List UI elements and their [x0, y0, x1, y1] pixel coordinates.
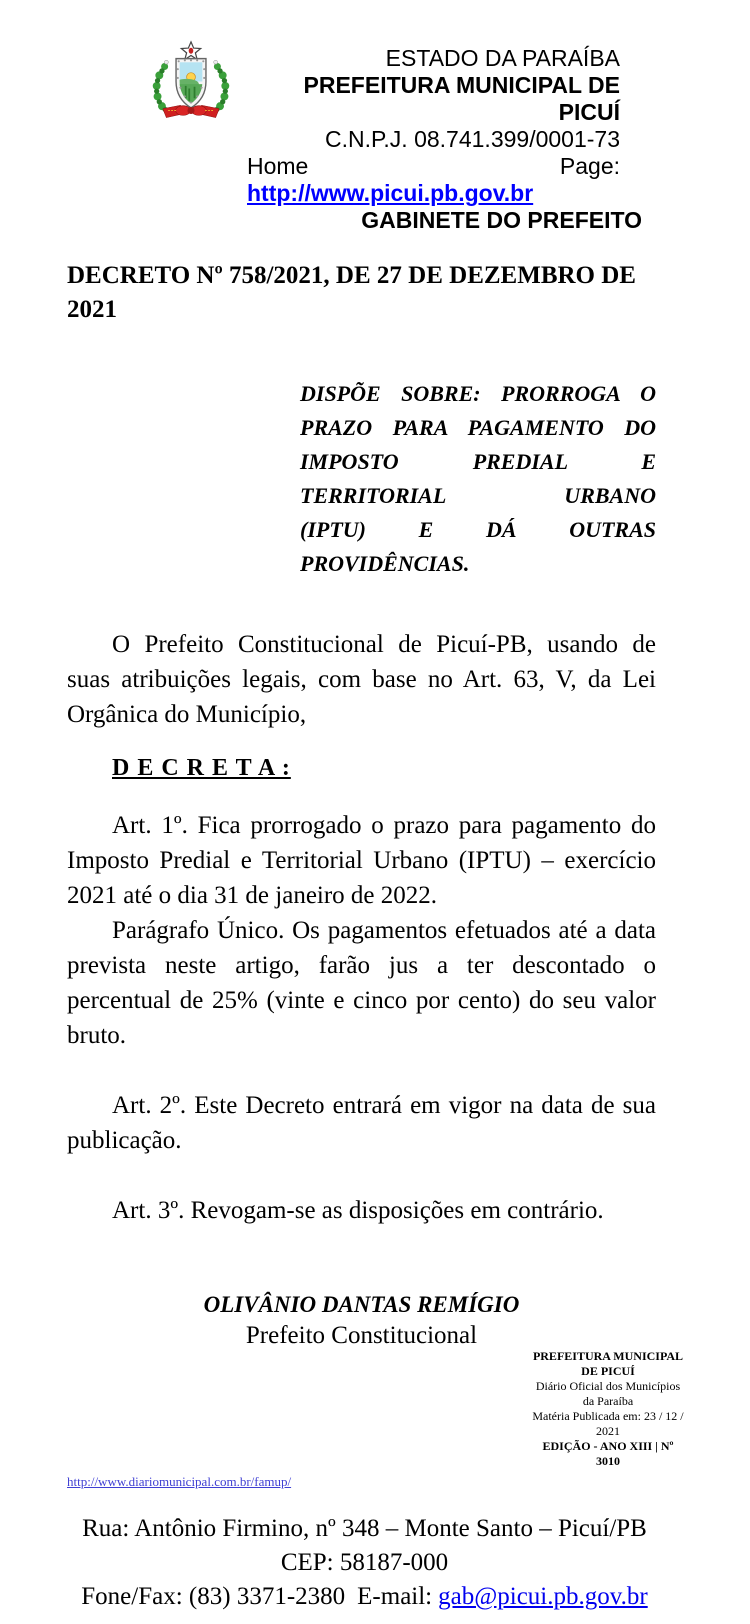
- article-2: Art. 2º. Este Decreto entrará em vigor na data de sua publicação.: [67, 1092, 656, 1154]
- intro-paragraph: O Prefeito Constitucional de Picuí-PB, usando de suas atribuições legais, com base no Art. 63, V, da Lei Orgânica do Município,: [67, 631, 656, 728]
- stamp-journal: Diário Oficial dos Municípios da Paraíba: [535, 1379, 681, 1408]
- decree-body: [67, 259, 656, 1352]
- document-header: [0, 0, 750, 235]
- page-label: Page:: [559, 153, 620, 179]
- decreta-word: D E C R E T A :: [112, 755, 291, 781]
- header-text-block: [247, 45, 642, 234]
- article-3: Art. 3º. Revogam-se as disposições em contrário.: [112, 1197, 604, 1224]
- page-footer: [67, 1512, 662, 1614]
- email-label: E-mail:: [357, 1583, 433, 1610]
- sole-paragraph: Parágrafo Único. Os pagamentos efetuados até a data prevista neste artigo, farão jus a ter descontado o percentual de 25% (vinte e cinco por cento) do seu valor bruto.: [67, 917, 656, 1049]
- decreta-heading: [67, 750, 656, 786]
- signer-name: OLIVÂNIO DANTAS REMÍGIO: [203, 1292, 520, 1317]
- office-name: GABINETE DO PREFEITO: [361, 207, 642, 233]
- signer-role: Prefeito Constitucional: [245, 1322, 478, 1349]
- stamp-publish-date: Matéria Publicada em: 23 / 12 / 2021: [532, 1409, 684, 1438]
- state-name: ESTADO DA PARAÍBA: [385, 45, 620, 71]
- home-label: Home: [247, 153, 309, 179]
- stamp-org: PREFEITURA MUNICIPAL DE PICUÍ: [532, 1349, 684, 1378]
- epigraph-line: (IPTU) E DÁ OUTRAS: [300, 517, 656, 542]
- epigraph-line: PROVIDÊNCIAS.: [300, 551, 470, 576]
- diario-oficial-link[interactable]: http://www.diariomunicipal.com.br/famup/: [67, 1474, 292, 1489]
- epigraph-line: TERRITORIAL URBANO: [300, 483, 656, 508]
- footer-email-link[interactable]: gab@picui.pb.gov.br: [438, 1583, 648, 1610]
- signature-block: [67, 1290, 656, 1352]
- footer-phone: Fone/Fax: (83) 3371-2380: [81, 1583, 346, 1610]
- cnpj-number: C.N.P.J. 08.741.399/0001-73: [325, 126, 620, 152]
- epigraph-line: DISPÕE SOBRE: PRORROGA O: [300, 381, 656, 406]
- municipality-name: PREFEITURA MUNICIPAL DE PICUÍ: [303, 72, 620, 125]
- homepage-url-link[interactable]: http://www.picui.pb.gov.br: [247, 180, 534, 206]
- publication-stamp: [530, 1349, 686, 1469]
- footer-contact-line: [67, 1580, 662, 1614]
- decree-title: DECRETO Nº 758/2021, DE 27 DE DEZEMBRO DE 2021: [67, 262, 636, 323]
- paraiba-coat-of-arms-icon: [147, 40, 235, 123]
- footer-cep: CEP: 58187-000: [280, 1549, 449, 1576]
- article-1: Art. 1º. Fica prorrogado o prazo para pagamento do Imposto Predial e Territorial Urbano (IPTU) – exercício 2021 até o dia 31 de janeiro de 2022.: [67, 812, 656, 909]
- epigraph-line: IMPOSTO PREDIAL E: [300, 449, 656, 474]
- footer-address: Rua: Antônio Firmino, nº 348 – Monte Santo – Picuí/PB: [82, 1515, 647, 1542]
- epigraph-line: PRAZO PARA PAGAMENTO DO: [300, 415, 656, 440]
- homepage-row: [247, 153, 620, 180]
- stamp-edition: EDIÇÃO - ANO XIII | Nº 3010: [542, 1439, 674, 1468]
- decree-epigraph: [300, 377, 656, 581]
